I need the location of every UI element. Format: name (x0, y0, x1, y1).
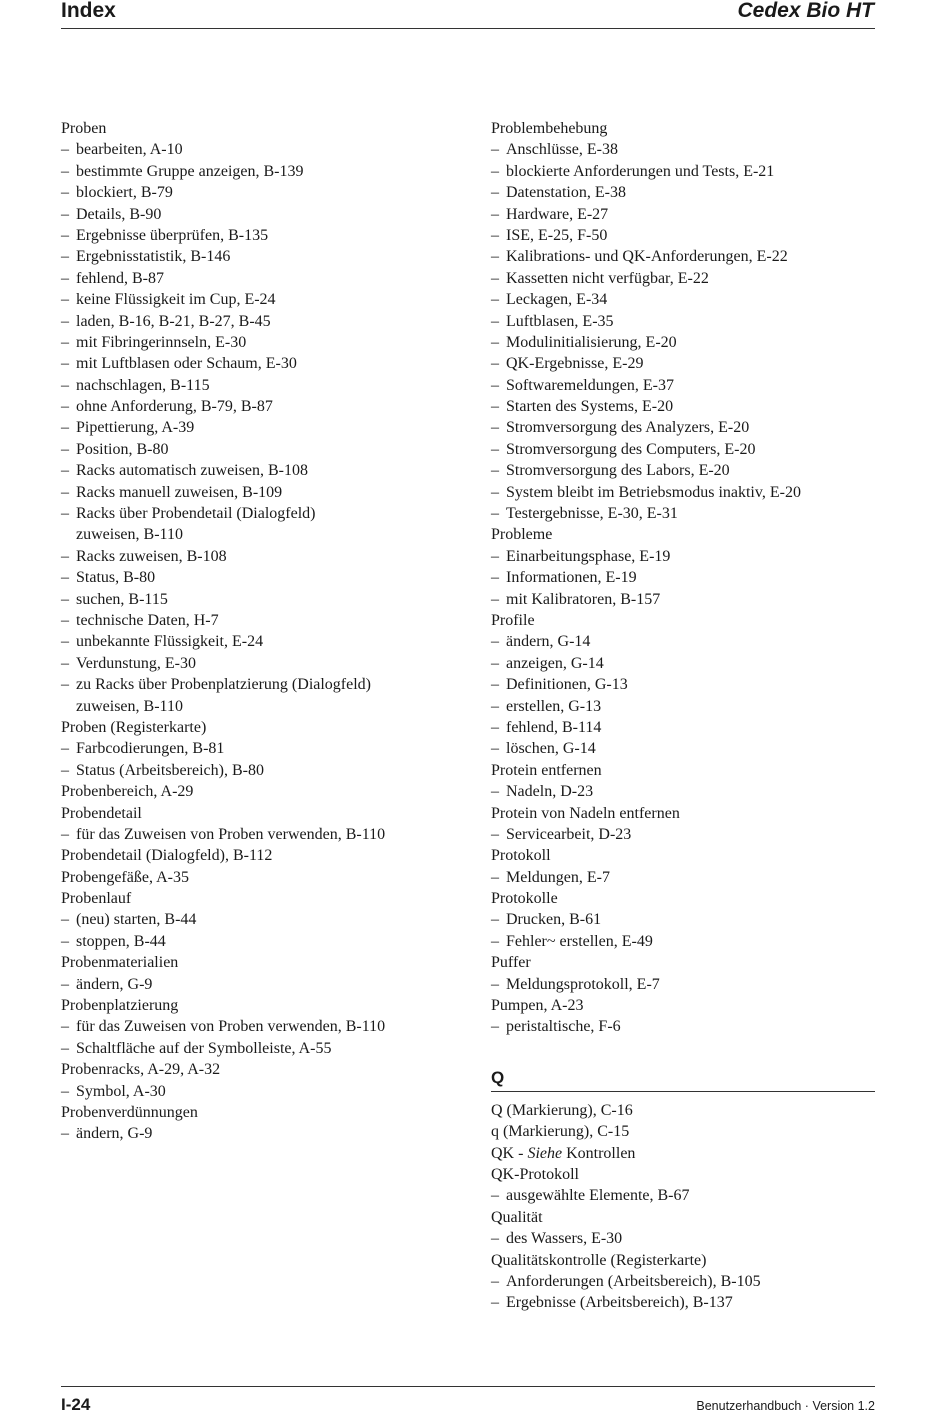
entry-text: Protein entfernen (491, 761, 602, 779)
subentry-dash: – (491, 547, 499, 565)
index-subentry (491, 781, 875, 802)
entry-text: Protokoll (491, 847, 551, 865)
see-keyword: Siehe (527, 1144, 563, 1162)
index-subentry (61, 396, 476, 417)
index-subentry-continuation (61, 524, 476, 545)
subentry-dash: – (61, 975, 69, 993)
index-subentry (491, 161, 875, 182)
index-subentry (491, 182, 875, 203)
entry-text: Probendetail (Dialogfeld), B-112 (61, 847, 273, 865)
index-subentry (61, 1081, 476, 1102)
subentry-dash: – (61, 205, 69, 223)
subentry-dash: – (491, 633, 499, 651)
subentry-dash: – (491, 248, 499, 266)
index-entry (61, 867, 476, 888)
subentry-dash: – (61, 1039, 69, 1057)
index-subentry (491, 631, 875, 652)
index-subentry (491, 246, 875, 267)
index-subentry (61, 824, 476, 845)
subentry-dash: – (61, 440, 69, 458)
entry-text: Ergebnisse (Arbeitsbereich), B-137 (506, 1294, 733, 1312)
subentry-dash: – (491, 1230, 499, 1248)
index-subentry (61, 246, 476, 267)
index-subentry (61, 589, 476, 610)
index-subentry (491, 546, 875, 567)
index-subentry (491, 738, 875, 759)
entry-text: fehlend, B-114 (506, 718, 602, 736)
entry-text: zu Racks über Probenplatzierung (Dialogfeld) (76, 676, 372, 694)
index-subentry (491, 332, 875, 353)
entry-text: Servicearbeit, D-23 (506, 825, 632, 843)
entry-text: Probenlauf (61, 890, 132, 908)
subentry-dash: – (491, 740, 499, 758)
entry-text: System bleibt im Betriebsmodus inaktiv, E-20 (506, 483, 801, 501)
index-entry (61, 1102, 476, 1123)
subentry-dash: – (491, 462, 499, 480)
entry-text: ausgewählte Elemente, B-67 (506, 1187, 690, 1205)
index-subentry (491, 503, 875, 524)
index-subentry (61, 182, 476, 203)
index-subentry (61, 482, 476, 503)
index-subentry (61, 909, 476, 930)
entry-text: blockiert, B-79 (76, 184, 173, 202)
entry-text: Modulinitialisierung, E-20 (506, 333, 677, 351)
index-subentry (491, 375, 875, 396)
subentry-dash: – (61, 419, 69, 437)
entry-text: Meldungen, E-7 (506, 868, 610, 886)
entry-text: Verdunstung, E-30 (76, 654, 196, 672)
manual-version: Benutzerhandbuch · Version 1.2 (696, 1399, 875, 1413)
entry-text: für das Zuweisen von Proben verwenden, B-110 (76, 1018, 386, 1036)
index-entry (61, 952, 476, 973)
entry-text: technische Daten, H-7 (76, 611, 219, 629)
entry-text: Status (Arbeitsbereich), B-80 (76, 761, 264, 779)
index-entry (61, 781, 476, 802)
index-subentry (61, 567, 476, 588)
index-subentry (491, 867, 875, 888)
entry-text: unbekannte Flüssigkeit, E-24 (76, 633, 264, 651)
index-subentry (491, 396, 875, 417)
entry-text: ISE, E-25, F-50 (506, 226, 608, 244)
subentry-dash: – (61, 611, 69, 629)
entry-text: anzeigen, G-14 (506, 654, 604, 672)
see-target: Kontrollen (562, 1144, 636, 1162)
index-subentry (491, 1292, 875, 1313)
entry-text: Q (Markierung), C-16 (491, 1101, 633, 1119)
entry-text: Drucken, B-61 (506, 911, 602, 929)
index-column-right (491, 118, 875, 1314)
entry-text: löschen, G-14 (506, 740, 596, 758)
entry-text: Probenverdünnungen (61, 1103, 198, 1121)
index-subentry (61, 289, 476, 310)
entry-text: mit Fibringerinnseln, E-30 (76, 333, 247, 351)
index-entry (491, 610, 875, 631)
entry-text: suchen, B-115 (76, 590, 168, 608)
index-subentry (61, 610, 476, 631)
entry-text: ändern, G-9 (76, 975, 153, 993)
header-product-name: Cedex Bio HT (737, 0, 874, 22)
entry-text: Testergebnisse, E-30, E-31 (506, 505, 678, 523)
entry-text: Stromversorgung des Computers, E-20 (506, 440, 756, 458)
index-subentry (491, 482, 875, 503)
subentry-dash: – (491, 312, 499, 330)
entry-text: stoppen, B-44 (76, 932, 166, 950)
entry-text: Qualität (491, 1208, 543, 1226)
entry-text: Ergebnisse überprüfen, B-135 (76, 226, 269, 244)
index-subentry (491, 268, 875, 289)
entry-text: des Wassers, E-30 (506, 1230, 623, 1248)
index-entry (491, 1250, 875, 1271)
q-entries (491, 1100, 875, 1314)
entry-text: Datenstation, E-38 (506, 184, 626, 202)
index-subentry (61, 546, 476, 567)
subentry-dash: – (61, 248, 69, 266)
subentry-dash: – (491, 355, 499, 373)
subentry-dash: – (491, 376, 499, 394)
entry-text: fehlend, B-87 (76, 269, 164, 287)
index-subentry (61, 1123, 476, 1144)
subentry-dash: – (491, 419, 499, 437)
entry-text: Probenmaterialien (61, 954, 179, 972)
index-subentry (491, 696, 875, 717)
entry-text: bearbeiten, A-10 (76, 141, 183, 159)
subentry-dash: – (61, 226, 69, 244)
index-entry (491, 888, 875, 909)
subentry-dash: – (491, 975, 499, 993)
index-subentry (61, 225, 476, 246)
subentry-dash: – (491, 718, 499, 736)
index-subentry (61, 268, 476, 289)
index-subentry (61, 974, 476, 995)
index-subentry (491, 909, 875, 930)
subentry-dash: – (491, 1272, 499, 1290)
entry-text: zuweisen, B-110 (76, 526, 183, 544)
header-rule (61, 28, 875, 29)
index-subentry (61, 353, 476, 374)
footer-rule (61, 1386, 875, 1387)
index-subentry (61, 631, 476, 652)
subentry-dash: – (491, 1294, 499, 1312)
subentry-dash: – (491, 1018, 499, 1036)
entry-text: QK-Protokoll (491, 1165, 579, 1183)
index-subentry (491, 717, 875, 738)
subentry-dash: – (491, 911, 499, 929)
entry-text: Probenbereich, A-29 (61, 783, 194, 801)
entry-text: mit Kalibratoren, B-157 (506, 590, 661, 608)
entry-text: Probenracks, A-29, A-32 (61, 1061, 221, 1079)
entry-text: bestimmte Gruppe anzeigen, B-139 (76, 162, 304, 180)
subentry-dash: – (491, 654, 499, 672)
subentry-dash: – (491, 825, 499, 843)
entry-text: Starten des Systems, E-20 (506, 398, 674, 416)
index-subentry (61, 460, 476, 481)
index-subentry (491, 460, 875, 481)
entry-text: Ergebnisstatistik, B-146 (76, 248, 231, 266)
index-subentry (61, 760, 476, 781)
index-entry (491, 1164, 875, 1185)
subentry-dash: – (61, 312, 69, 330)
index-entry (491, 845, 875, 866)
subentry-dash: – (491, 162, 499, 180)
subentry-dash: – (491, 569, 499, 587)
subentry-dash: – (491, 590, 499, 608)
entry-text: Kalibrations- und QK-Anforderungen, E-22 (506, 248, 788, 266)
subentry-dash: – (61, 291, 69, 309)
index-subentry (61, 674, 476, 695)
index-subentry (491, 139, 875, 160)
index-entry (491, 803, 875, 824)
index-entry (61, 118, 476, 139)
entry-text: erstellen, G-13 (506, 697, 602, 715)
index-subentry (491, 974, 875, 995)
index-subentry (61, 311, 476, 332)
entry-text: Probengefäße, A-35 (61, 868, 189, 886)
entry-text: Racks manuell zuweisen, B-109 (76, 483, 283, 501)
subentry-dash: – (491, 505, 499, 523)
index-subentry (61, 417, 476, 438)
entry-text: Stromversorgung des Labors, E-20 (506, 462, 730, 480)
index-entry (491, 1100, 875, 1121)
subentry-dash: – (491, 932, 499, 950)
entry-text: Definitionen, G-13 (506, 676, 628, 694)
subentry-dash: – (61, 740, 69, 758)
entry-text: Pumpen, A-23 (491, 997, 584, 1015)
index-entry (61, 1059, 476, 1080)
subentry-dash: – (491, 483, 499, 501)
subentry-dash: – (491, 868, 499, 886)
index-entry (61, 717, 476, 738)
subentry-dash: – (61, 269, 69, 287)
entry-text: Details, B-90 (76, 205, 162, 223)
entry-text: q (Markierung), C-15 (491, 1123, 630, 1141)
subentry-dash: – (61, 825, 69, 843)
index-subentry (61, 931, 476, 952)
subentry-dash: – (61, 462, 69, 480)
entry-text: Racks über Probendetail (Dialogfeld) (76, 505, 316, 523)
entry-text: Nadeln, D-23 (506, 783, 594, 801)
index-subentry-continuation (61, 696, 476, 717)
subentry-dash: – (61, 398, 69, 416)
entry-text: nachschlagen, B-115 (76, 376, 210, 394)
index-column-left (61, 118, 476, 1145)
entry-text: Proben (61, 120, 107, 137)
entry-text: QK-Ergebnisse, E-29 (506, 355, 644, 373)
index-subentry (491, 353, 875, 374)
subentry-dash: – (61, 911, 69, 929)
index-subentry (61, 161, 476, 182)
index-subentry (491, 824, 875, 845)
index-subentry (491, 674, 875, 695)
entry-text: Informationen, E-19 (506, 569, 637, 587)
index-entry (61, 995, 476, 1016)
header-section-title: Index (61, 0, 116, 22)
subentry-dash: – (61, 333, 69, 351)
entry-text: Probenplatzierung (61, 997, 179, 1015)
entry-text: Leckagen, E-34 (506, 291, 608, 309)
subentry-dash: – (61, 654, 69, 672)
index-subentry (61, 738, 476, 759)
entry-text: Hardware, E-27 (506, 205, 609, 223)
subentry-dash: – (61, 932, 69, 950)
index-subentry (491, 931, 875, 952)
subentry-dash: – (61, 376, 69, 394)
index-entry (491, 118, 875, 139)
index-subentry (491, 225, 875, 246)
entry-text: Protein von Nadeln entfernen (491, 804, 680, 822)
subentry-dash: – (491, 205, 499, 223)
index-entry (61, 888, 476, 909)
subentry-dash: – (61, 569, 69, 587)
entry-text: Pipettierung, A-39 (76, 419, 195, 437)
index-subentry (491, 1271, 875, 1292)
subentry-dash: – (491, 226, 499, 244)
index-subentry (61, 503, 476, 524)
entry-text: Softwaremeldungen, E-37 (506, 376, 674, 394)
entry-text: Farbcodierungen, B-81 (76, 740, 225, 758)
index-subentry (491, 417, 875, 438)
subentry-dash: – (61, 547, 69, 565)
entry-text: ohne Anforderung, B-79, B-87 (76, 398, 273, 416)
subentry-dash: – (61, 141, 69, 159)
entry-text: (neu) starten, B-44 (76, 911, 197, 929)
index-subentry (61, 332, 476, 353)
index-entry (61, 845, 476, 866)
index-subentry (61, 1016, 476, 1037)
index-subentry (491, 204, 875, 225)
entry-text: zuweisen, B-110 (76, 697, 183, 715)
index-entry (491, 1121, 875, 1142)
subentry-dash: – (61, 590, 69, 608)
subentry-dash: – (491, 440, 499, 458)
entry-text: Position, B-80 (76, 440, 169, 458)
entry-text: Puffer (491, 954, 531, 972)
index-subentry (61, 1038, 476, 1059)
index-subentry (491, 589, 875, 610)
index-subentry (491, 289, 875, 310)
subentry-dash: – (491, 184, 499, 202)
index-subentry (491, 653, 875, 674)
index-subentry (61, 204, 476, 225)
subentry-dash: – (61, 676, 69, 694)
subentry-dash: – (491, 783, 499, 801)
subentry-dash: – (61, 162, 69, 180)
entry-text: Problembehebung (491, 120, 608, 137)
index-subentry (491, 311, 875, 332)
entry-text: Status, B-80 (76, 569, 156, 587)
entry-text: Fehler~ erstellen, E-49 (506, 932, 653, 950)
subentry-dash: – (61, 505, 69, 523)
entry-text: Anforderungen (Arbeitsbereich), B-105 (506, 1272, 761, 1290)
index-subentry (491, 567, 875, 588)
entry-text: Kassetten nicht verfügbar, E-22 (506, 269, 709, 287)
subentry-dash: – (491, 697, 499, 715)
entry-text: Schaltfläche auf der Symbolleiste, A-55 (76, 1039, 332, 1057)
entry-text: Qualitätskontrolle (Registerkarte) (491, 1251, 707, 1269)
index-entry (491, 1207, 875, 1228)
entry-text: Meldungsprotokoll, E-7 (506, 975, 660, 993)
subentry-dash: – (491, 141, 499, 159)
index-entry-see-reference (491, 1143, 875, 1164)
subentry-dash: – (61, 1018, 69, 1036)
entry-text: Racks zuweisen, B-108 (76, 547, 227, 565)
subentry-dash: – (61, 355, 69, 373)
entry-text: keine Flüssigkeit im Cup, E-24 (76, 291, 276, 309)
subentry-dash: – (61, 483, 69, 501)
index-entry (491, 760, 875, 781)
index-subentry (491, 1228, 875, 1249)
index-subentry (491, 439, 875, 460)
entry-text: Einarbeitungsphase, E-19 (506, 547, 671, 565)
entry-text: Probendetail (61, 804, 142, 822)
subentry-dash: – (61, 1125, 69, 1143)
entry-text: Protokolle (491, 890, 558, 908)
subentry-dash: – (491, 269, 499, 287)
subentry-dash: – (61, 184, 69, 202)
entry-text: Anschlüsse, E-38 (506, 141, 618, 159)
entry-text: Proben (Registerkarte) (61, 718, 207, 736)
entry-text: Symbol, A-30 (76, 1082, 166, 1100)
entry-text: Profile (491, 611, 535, 629)
p-entries (491, 118, 875, 1038)
index-subentry (61, 439, 476, 460)
entry-text: ändern, G-14 (506, 633, 591, 651)
subentry-dash: – (491, 676, 499, 694)
index-subentry (61, 375, 476, 396)
index-subentry (491, 1016, 875, 1037)
index-subentry (61, 653, 476, 674)
entry-text: Racks automatisch zuweisen, B-108 (76, 462, 308, 480)
index-entry (61, 803, 476, 824)
section-heading-q: Q (491, 1065, 875, 1092)
subentry-dash: – (61, 1082, 69, 1100)
subentry-dash: – (61, 761, 69, 779)
subentry-dash: – (491, 398, 499, 416)
entry-text: für das Zuweisen von Proben verwenden, B-110 (76, 825, 386, 843)
entry-text: Stromversorgung des Analyzers, E-20 (506, 419, 750, 437)
index-entry (491, 952, 875, 973)
entry-text: Luftblasen, E-35 (506, 312, 614, 330)
subentry-dash: – (491, 291, 499, 309)
entry-text: blockierte Anforderungen und Tests, E-21 (506, 162, 775, 180)
index-subentry (61, 139, 476, 160)
subentry-dash: – (491, 333, 499, 351)
entry-text: mit Luftblasen oder Schaum, E-30 (76, 355, 297, 373)
subentry-dash: – (491, 1187, 499, 1205)
index-subentry (491, 1185, 875, 1206)
entry-text: ändern, G-9 (76, 1125, 153, 1143)
entry-text: laden, B-16, B-21, B-27, B-45 (76, 312, 271, 330)
entry-text: Probleme (491, 526, 553, 544)
subentry-dash: – (61, 633, 69, 651)
index-entry (491, 995, 875, 1016)
see-entry-term: QK - (491, 1144, 528, 1162)
entry-text: peristaltische, F-6 (506, 1018, 621, 1036)
page-number: I-24 (61, 1395, 91, 1414)
index-entry (491, 524, 875, 545)
